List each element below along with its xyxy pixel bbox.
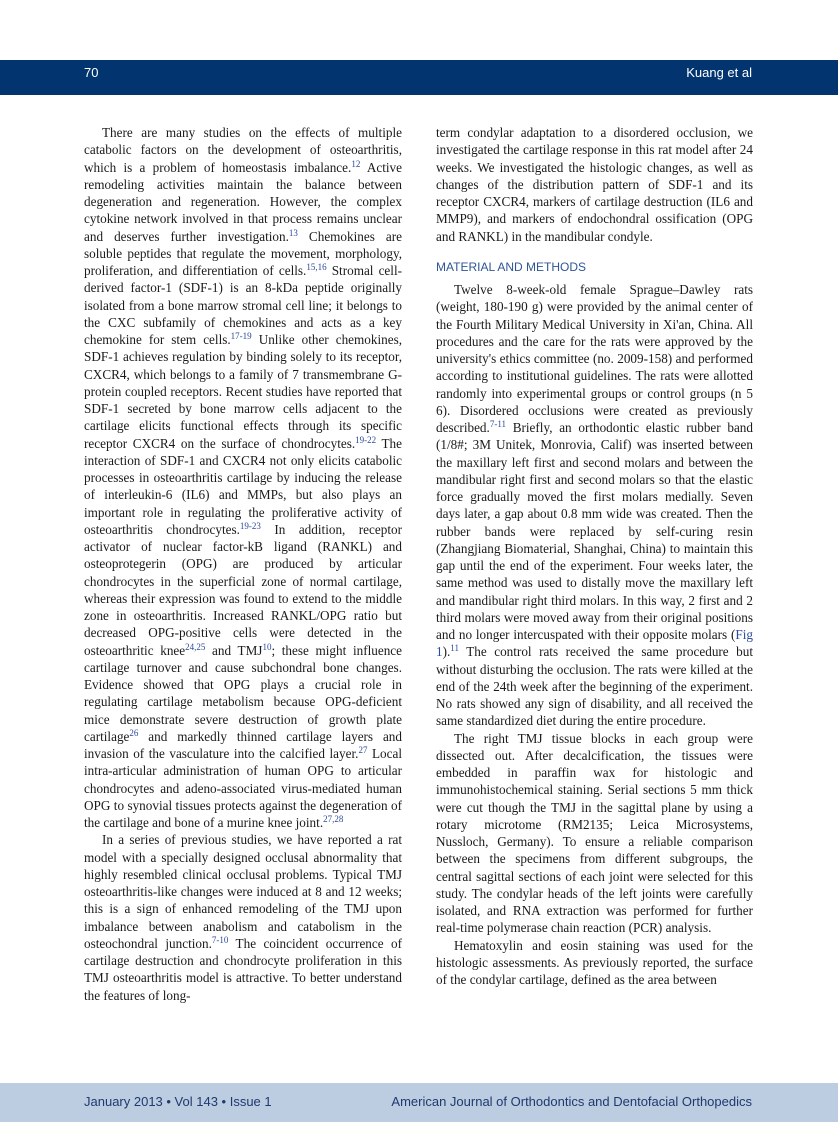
page-number: 70 xyxy=(84,65,99,80)
text-span: Stromal cell-derived factor-1 (SDF-1) is an 8-kDa peptide originally isolated from a bone marrow stromal cell line; it belongs to the CXC subfamily of chemokines and acts as a key chemokine for stem cells. xyxy=(84,263,403,347)
citation-link[interactable]: 12 xyxy=(351,158,361,169)
citation-link[interactable]: 7-11 xyxy=(489,419,506,429)
paragraph xyxy=(436,281,753,730)
text-span: Chemokines are soluble peptides that regulate the movement, morphology, proliferation, and differentiation of cells. xyxy=(84,228,403,278)
citation-link[interactable]: 19-23 xyxy=(239,520,261,531)
text-span: In addition, receptor activator of nuclear factor-kB ligand (RANKL) and osteoprotegerin (OPG) are produced by articular chondrocytes in the superficial zone of normal cartilage, whereas their expression was found to extend to the middle zone in osteoarthritis. Increased RANKL/OPG ratio but decreased OPG-positive cells were detected in the osteoarthritic knee xyxy=(84,521,402,658)
text-span: Unlike other chemokines, SDF-1 achieves regulation by binding solely to its receptor, CXCR4, which belongs to a family of 7 transmembrane G-protein coupled receptors. Recent studies have reported that SDF-1 secreted by bone marrow cells adjacent to the cartilage elicits functional effects through its specific receptor CXCR4 on the surface of chondrocytes. xyxy=(84,332,403,451)
text-span: The coincident occurrence of cartilage destruction and chondrocyte proliferation in this TMJ osteoarthritis model is attractive. To better understand the features of long- xyxy=(84,935,402,1003)
citation-link[interactable]: 13 xyxy=(288,227,298,238)
citation-link[interactable]: 17-19 xyxy=(230,331,252,341)
citation-link[interactable]: 11 xyxy=(450,643,459,654)
citation-link[interactable]: 26 xyxy=(129,727,139,738)
left-column xyxy=(84,124,402,1004)
citation-link[interactable]: 10 xyxy=(262,641,272,652)
right-column xyxy=(436,124,753,988)
figure-link[interactable]: Fig 1 xyxy=(436,627,753,660)
text-span: and TMJ xyxy=(205,642,263,658)
text-span: Local intra-articular administration of human OPG to articular chondrocytes and adeno-associated virus-mediated human OPG to synovial tissues protects against the degeneration of the cartilage and bone of a murine knee joint. xyxy=(84,746,402,830)
text-span: The control rats received the same procedure but without disturbing the occlusion. The rats were killed at the end of the 24th week after the beginning of the experiment. No rats showed any sign of disability, and all received the same standardized diet during the entire procedure. xyxy=(436,644,753,729)
citation-link[interactable]: 27 xyxy=(358,745,368,755)
citation-link[interactable]: 27,28 xyxy=(323,814,344,824)
text-span: Active remodeling activities maintain the balance between degeneration and regeneration. However, the complex cytokine network involved in that process remains unclear and deserves further investigation. xyxy=(84,159,402,244)
citation-link[interactable]: 19-22 xyxy=(355,434,377,445)
text-span: ; these might influence cartilage turnover and cause subchondral bone changes. Evidence showed that OPG plays a crucial role in regulating cartilage metabolism because OPG-deficient mice demonstrate severe destruction of growth plate cartilage xyxy=(84,642,403,744)
paragraph-continued: term condylar adaptation to a disordered occlusion, we investigated the cartilage response in this rat model after 24 weeks. We investigated the histologic changes, as well as changes of the distribution pattern of SDF-1 and its receptor CXCR4, markers of cartilage destruction (IL6 and MMP9), and markers of endochondral ossification (OPG and RANKL) in the mandibular condyle. xyxy=(436,125,753,244)
paragraph xyxy=(84,124,402,831)
text-span: The interaction of SDF-1 and CXCR4 not only elicits catabolic processes in osteoarthritis cartilage by inducing the release of interleukin-6 (IL6) and MMPs, but also plays an important role in regulating the proliferative activity of osteoarthritis chondrocytes. xyxy=(84,435,402,537)
text-span: Twelve 8-week-old female Sprague–Dawley rats (weight, 180-190 g) were provided by the animal center of the Fourth Military Medical University in Xi'an, China. All procedures and the care for the rats were approved by the university's ethics committee (no. 2009-158) and performed according to institutional guidelines. The rats were allotted randomly into experimental groups or control groups (n 5 6). Disordered occlusions were created as previously described. xyxy=(436,282,753,435)
running-head-authors: Kuang et al xyxy=(686,65,752,80)
footer-bar xyxy=(0,1083,838,1122)
journal-name: American Journal of Orthodontics and Dentofacial Orthopedics xyxy=(391,1094,752,1109)
text-span: Briefly, an orthodontic elastic rubber band (1/8#; 3M Unitek, Monrovia, Calif) was inserted between the maxillary left first and second molars and between the mandibular right first and second molars so that the elastic force gradually moved the first molars medially. Seven days later, a gap about 0.8 mm wide was created. Then the rubber bands were replaced by self-curing resin (Zhangjiang Biomaterial, Shanghai, China) to maintain this gap until the end of the experiment. Four weeks later, the same method was used to distally move the maxillary left and mandibular right third molars. In this way, 2 first and 2 third molars were moved away from their original positions and no longer intercuspated with their opposite molars ( xyxy=(436,420,753,642)
text-span: ). xyxy=(442,644,451,660)
running-header-bar xyxy=(0,60,838,95)
paragraph: The right TMJ tissue blocks in each group were dissected out. After decalcification, the tissues were embedded in paraffin wax for histologic and immunohistochemical staining. Serial sections 5 mm thick were cut though the TMJ in the sagittal plane by using a rotary microtome (RM2135; Leica Microsystems, Nussloch, Germany). To ensure a reliable comparison between the specimens from different subgroups, the central sagittal sections of each joint were selected for this study. The condylar heads of the left joints were carefully isolated, and RNA extraction was performed for further real-time polymerase chain reaction (PCR) analysis. xyxy=(436,730,753,936)
paragraph xyxy=(84,831,402,1004)
citation-link[interactable]: 15,16 xyxy=(306,262,327,272)
paragraph: Hematoxylin and eosin staining was used for the histologic assessments. As previously reported, the surface of the condylar cartilage, defined as the area between xyxy=(436,937,753,987)
citation-link[interactable]: 7-10 xyxy=(211,934,229,945)
text-span: and markedly thinned cartilage layers and invasion of the vasculature into the calcified layer. xyxy=(84,728,402,761)
text-span: There are many studies on the effects of multiple catabolic factors on the development of osteoarthritis, which is a problem of homeostasis imbalance. xyxy=(84,125,402,175)
section-heading-methods: MATERIAL AND METHODS xyxy=(436,259,587,274)
issue-info: January 2013 • Vol 143 • Issue 1 xyxy=(84,1094,272,1109)
citation-link[interactable]: 24,25 xyxy=(185,641,206,652)
text-span: In a series of previous studies, we have reported a rat model with a specially designed occlusal abnormality that highly resembled clinical occlusal problems. Typical TMJ osteoarthritis-like changes were induced at 8 and 12 weeks; this is a sign of enhanced remodeling of the TMJ upon imbalance between anabolism and catabolism in the osteochondral junction. xyxy=(84,832,402,951)
